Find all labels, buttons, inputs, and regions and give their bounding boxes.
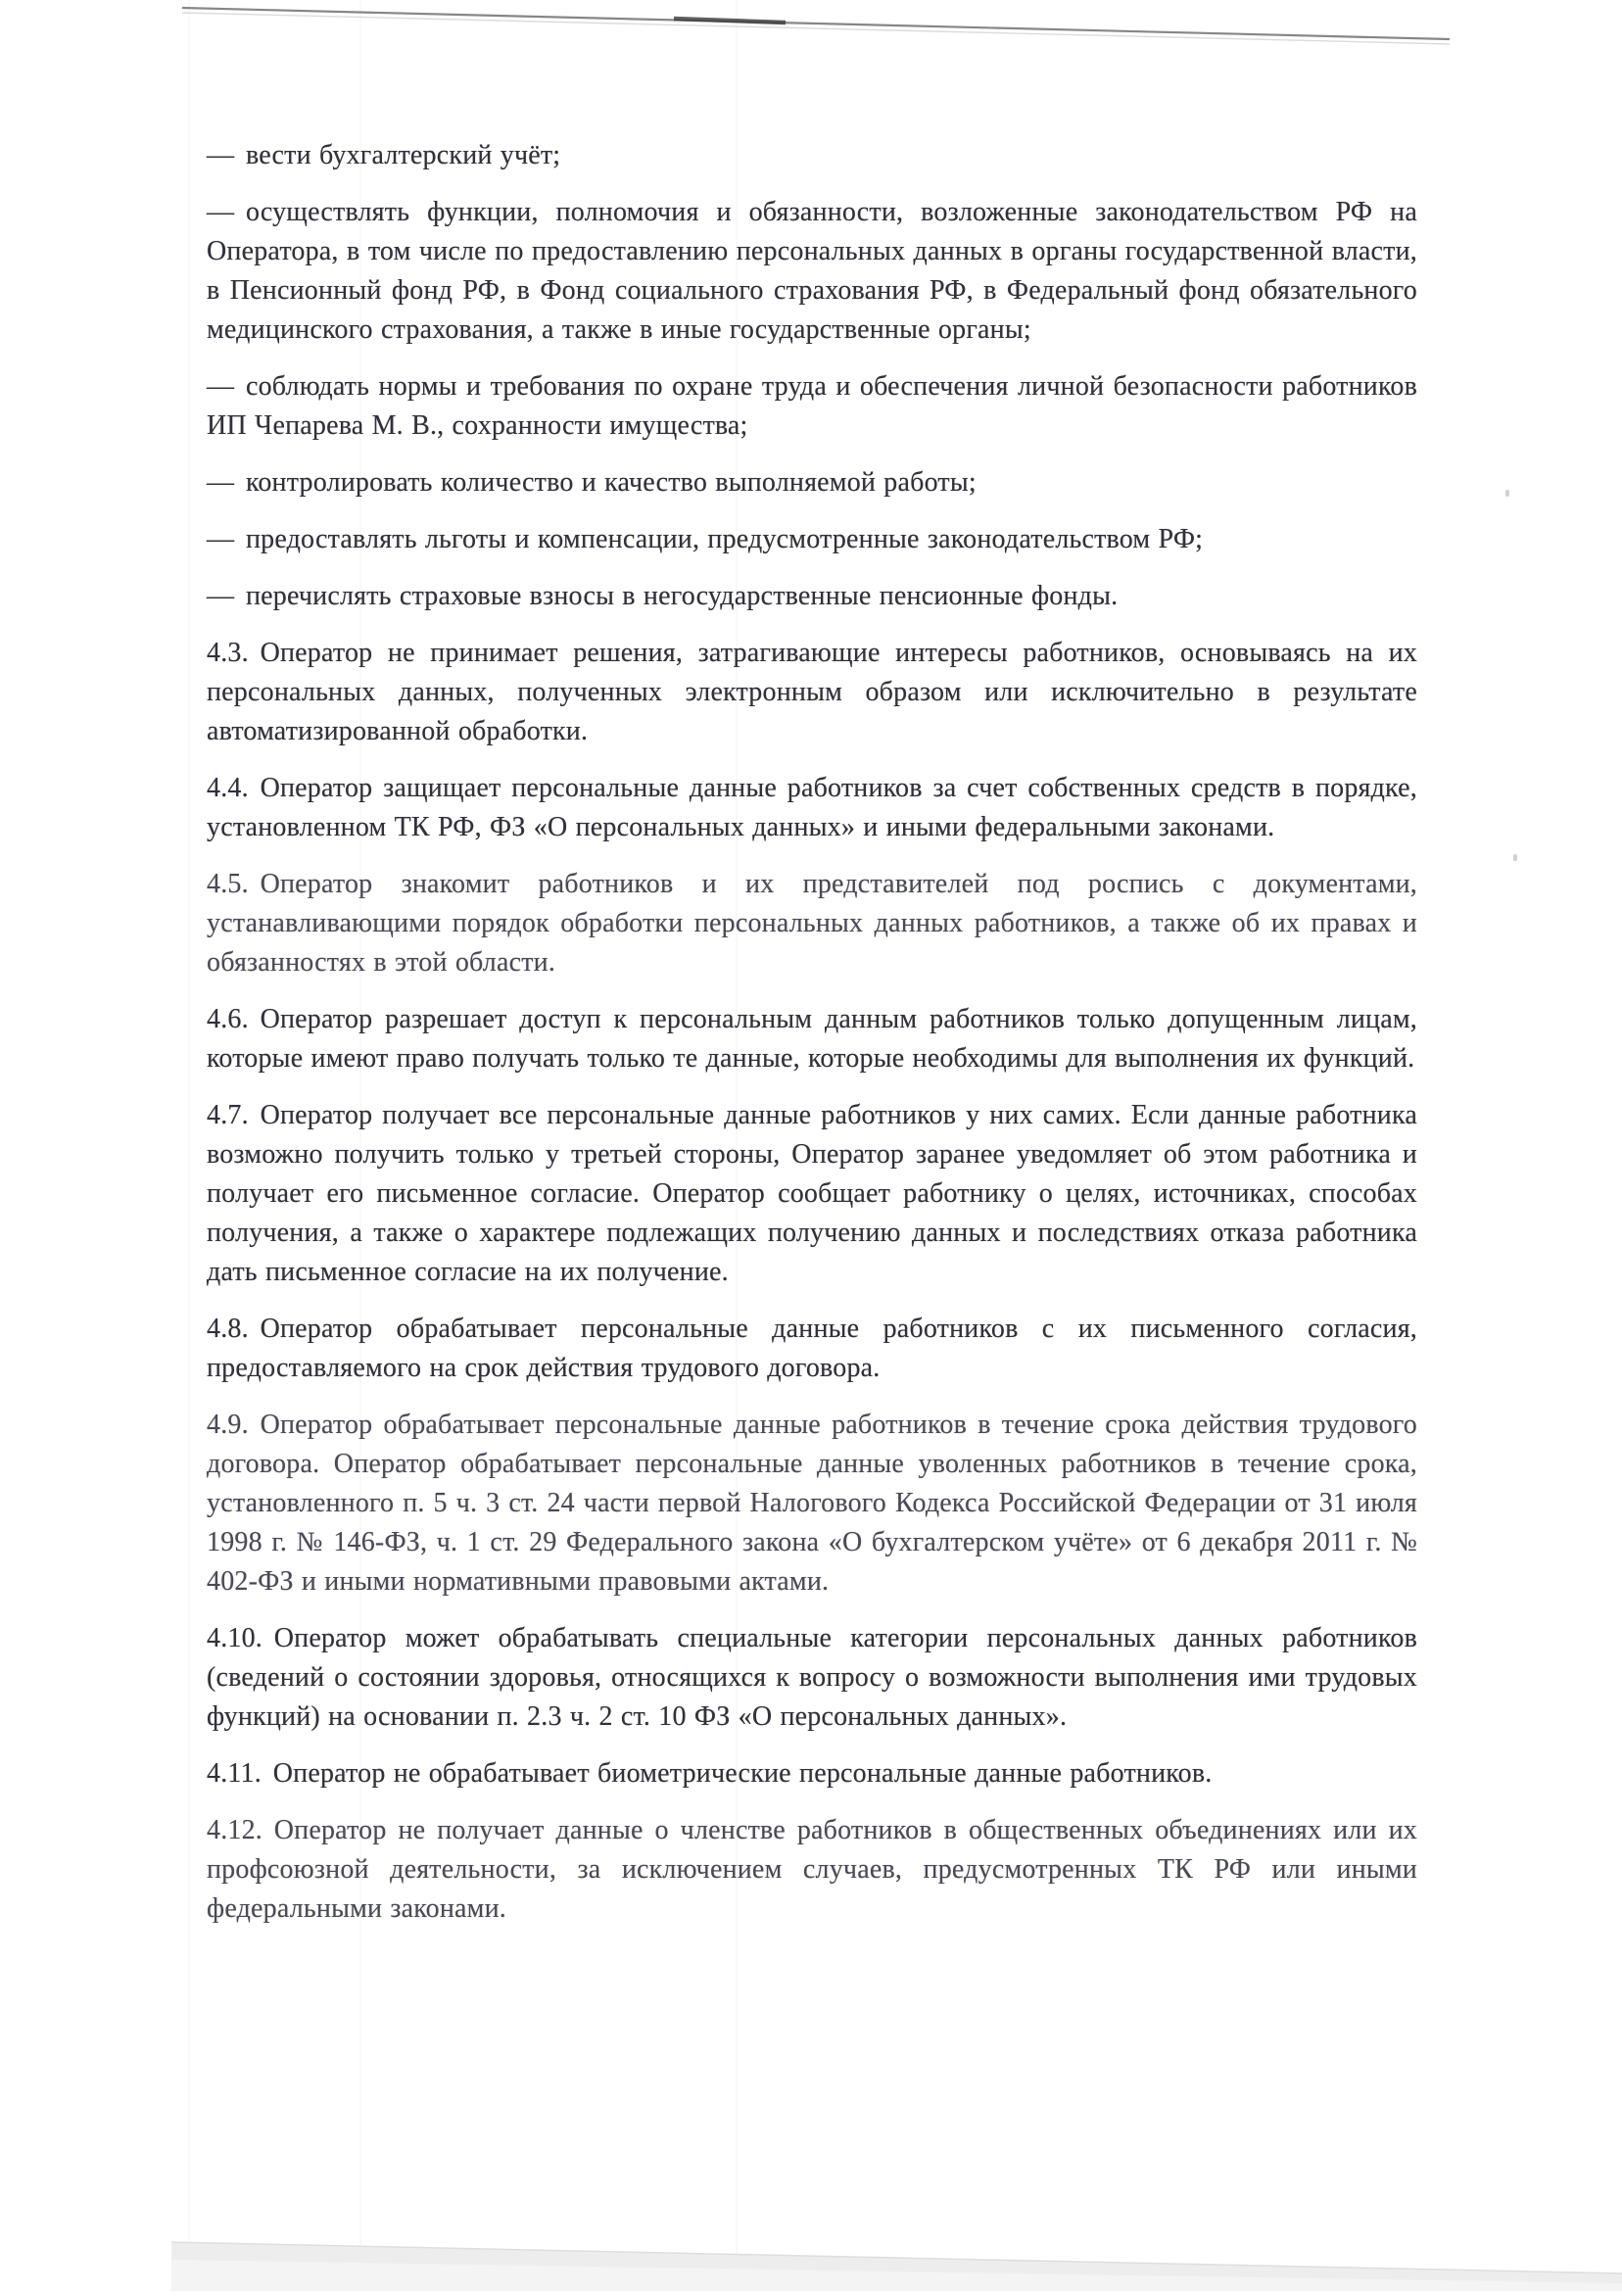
bullet-item-accounting bbox=[207, 136, 1417, 175]
bullet-text: вести бухгалтерский учёт; bbox=[245, 140, 561, 170]
bullet-text: перечислять страховые взносы в негосударственные пенсионные фонды. bbox=[245, 581, 1119, 611]
bullet-dash: — bbox=[207, 197, 235, 227]
clause-text: Оператор получает все персональные данные работников у них самих. Если данные работника возможно получить только у третьей стороны, Оператор заранее уведомляет об этом работника и получает его письменное согласие. Оператор сообщает работнику о целях, источниках, способах получения, а также о характере подлежащих получению данных и последствиях отказа работника дать письменное согласие на их получение. bbox=[207, 1100, 1417, 1287]
bullet-text: предоставлять льготы и компенсации, предусмотренные законодательством РФ; bbox=[245, 524, 1204, 554]
clause-4-12 bbox=[207, 1811, 1417, 1929]
bullet-dash: — bbox=[207, 371, 235, 402]
clause-text: Оператор не принимает решения, затрагивающие интересы работников, основываясь на их персональных данных, полученных электронным образом или исключительно в результате автоматизированной обработки. bbox=[207, 638, 1417, 746]
clause-text: Оператор обрабатывает персональные данные работников в течение срока действия трудового договора. Оператор обрабатывает персональные данные уволенных работников в течение срока, установленного п. 5 ч. 3 ст. 24 части первой Налогового Кодекса Российской Федерации от 31 июля 1998 г. № 146-ФЗ, ч. 1 ст. 29 Федерального закона «О бухгалтерском учёте» от 6 декабря 2011 г. № 402-ФЗ и иными нормативными правовыми актами. bbox=[207, 1410, 1417, 1597]
clause-text: Оператор разрешает доступ к персональным данным работников только допущенным лицам, которые имеют право получать только те данные, которые необходимы для выполнения их функций. bbox=[207, 1004, 1417, 1074]
clause-4-11 bbox=[207, 1754, 1417, 1794]
clause-number: 4.10. bbox=[207, 1623, 262, 1653]
clause-number: 4.7. bbox=[207, 1100, 249, 1130]
bullet-item-labor-safety bbox=[207, 367, 1417, 446]
bullet-dash: — bbox=[207, 467, 235, 498]
bullet-item-benefits bbox=[207, 520, 1417, 559]
clause-4-8 bbox=[207, 1310, 1417, 1388]
bullet-text: контролировать количество и качество выполняемой работы; bbox=[245, 467, 977, 498]
clause-number: 4.6. bbox=[207, 1004, 249, 1034]
scan-artifact-speck bbox=[1505, 490, 1509, 497]
clause-number: 4.3. bbox=[207, 638, 249, 668]
bullet-dash: — bbox=[207, 524, 235, 554]
clause-4-5 bbox=[207, 865, 1417, 982]
clause-text: Оператор может обрабатывать специальные категории персональных данных работников (сведений о состоянии здоровья, относящихся к вопросу о возможности выполнения ими трудовых функций) на основании п. 2.3 ч. 2 ст. 10 ФЗ «О персональных данных». bbox=[207, 1623, 1417, 1732]
clause-number: 4.9. bbox=[207, 1410, 249, 1440]
scan-artifact-bottom-edge bbox=[0, 2232, 1622, 2291]
bullet-item-state-functions bbox=[207, 193, 1417, 350]
clause-text: Оператор обрабатывает персональные данные работников с их письменного согласия, предоставляемого на срок действия трудового договора. bbox=[207, 1314, 1417, 1383]
clause-4-6 bbox=[207, 1000, 1417, 1078]
clause-text: Оператор знакомит работников и их представителей под роспись с документами, устанавливающими порядок обработки персональных данных работников, а также об их правах и обязанностях в этой области. bbox=[207, 869, 1417, 978]
scan-artifact-speck bbox=[1513, 854, 1517, 861]
bullet-text: осуществлять функции, полномочия и обязанности, возложенные законодательством РФ на Оператора, в том числе по предоставлению персональных данных в органы государственной власти, в Пенсионный фонд РФ, в Фонд социального страхования РФ, в Федеральный фонд обязательного медицинского страхования, а также в иные государственные органы; bbox=[207, 197, 1417, 345]
clause-text: Оператор не обрабатывает биометрические персональные данные работников. bbox=[272, 1758, 1213, 1789]
bullet-dash: — bbox=[207, 140, 235, 170]
clause-4-7 bbox=[207, 1096, 1417, 1292]
clause-number: 4.12. bbox=[207, 1815, 262, 1845]
clause-text: Оператор не получает данные о членстве работников в общественных объединениях или их профсоюзной деятельности, за исключением случаев, предусмотренных ТК РФ или иными федеральными законами. bbox=[207, 1815, 1417, 1924]
clause-4-4 bbox=[207, 769, 1417, 847]
clause-text: Оператор защищает персональные данные работников за счет собственных средств в порядке, установленном ТК РФ, ФЗ «О персональных данных» и иными федеральными законами. bbox=[207, 773, 1417, 842]
bullet-item-pension-contributions bbox=[207, 577, 1417, 616]
scan-line-graphic bbox=[0, 0, 1622, 55]
clause-4-3 bbox=[207, 634, 1417, 751]
scan-band-graphic bbox=[0, 2232, 1622, 2291]
clause-number: 4.4. bbox=[207, 773, 249, 803]
bullet-text: соблюдать нормы и требования по охране труда и обеспечения личной безопасности работников ИП Чепарева М. В., сохранности имущества; bbox=[207, 371, 1417, 441]
clause-number: 4.11. bbox=[207, 1758, 262, 1789]
clause-number: 4.5. bbox=[207, 869, 249, 899]
bullet-dash: — bbox=[207, 581, 235, 611]
clause-number: 4.8. bbox=[207, 1314, 249, 1344]
clause-4-10 bbox=[207, 1619, 1417, 1737]
clause-4-9 bbox=[207, 1406, 1417, 1602]
scan-artifact-vertical-line bbox=[188, 0, 190, 2263]
bullet-item-work-control bbox=[207, 463, 1417, 502]
document-body bbox=[207, 136, 1417, 1946]
scan-artifact-top-edge bbox=[0, 0, 1622, 55]
